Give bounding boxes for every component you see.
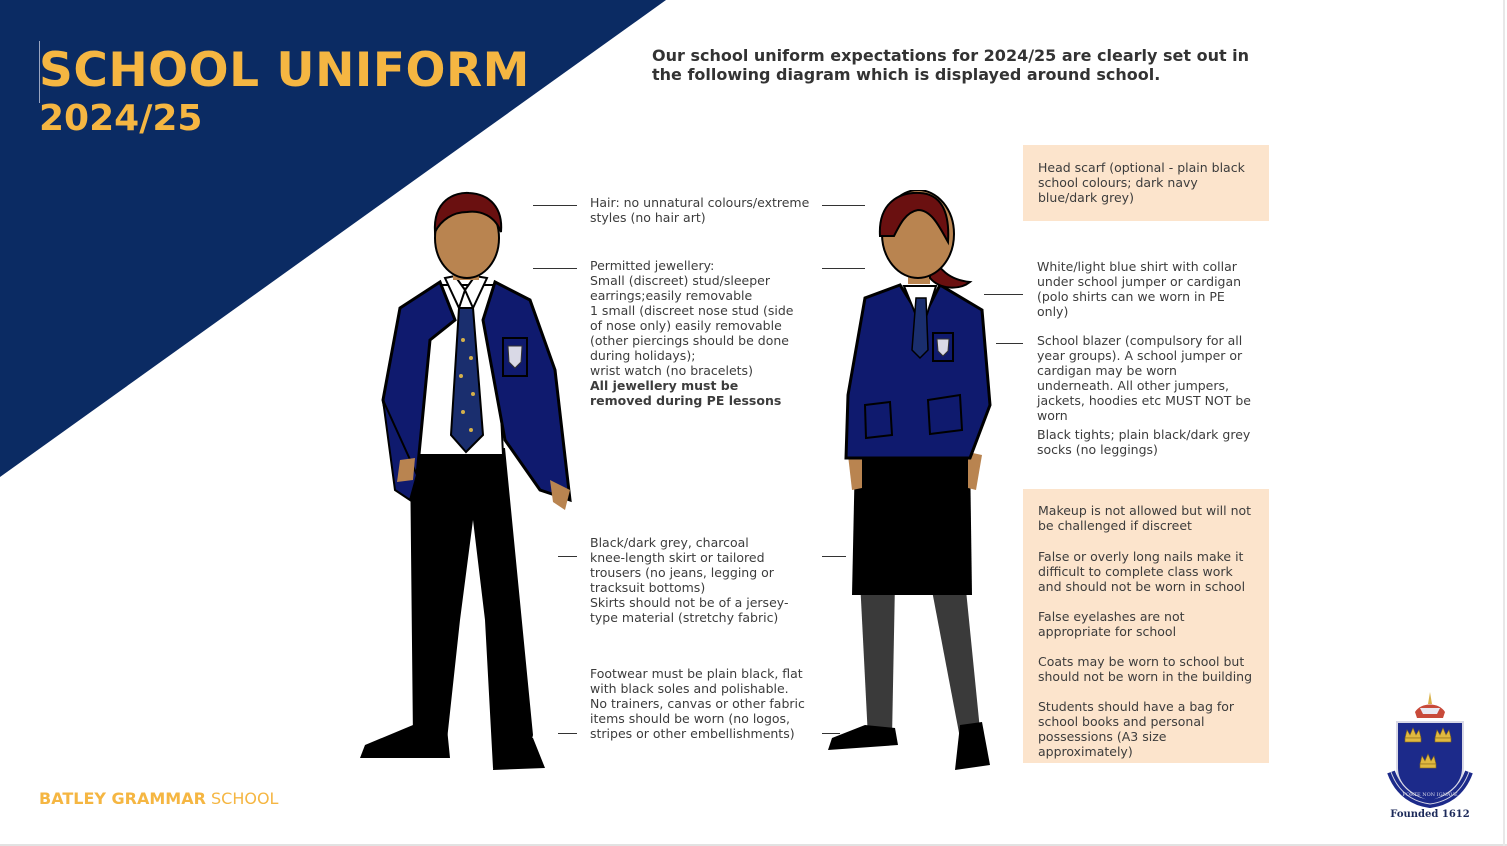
intro-text: Our school uniform expectations for 2024/25 are clearly set out in the following diagram which is displayed around school. [652,46,1250,84]
rule-makeup: Makeup is not allowed but will not be challenged if discreet [1038,503,1252,533]
tights-text: Black tights; plain black/dark grey socks (no leggings) [1037,427,1251,457]
footwear-text: Footwear must be plain black, flat with black soles and polishable. No trainers, canvas or other fabric items should be worn (no logos, stripes or other embellishments) [590,666,805,741]
founded-caption: Founded 1612 [1390,809,1470,820]
jewellery-pe-warning: All jewellery must be removed during PE lessons [590,378,782,408]
connector-blazer [996,343,1023,344]
label-tights [1037,427,1252,457]
jewellery-line-2: Small (discreet) stud/sleeper earrings;easily removable [590,273,770,303]
label-shirt [1037,259,1252,319]
svg-text:FORTE NON IGNAVE: FORTE NON IGNAVE [1402,792,1458,798]
page-title: SCHOOL UNIFORM [39,43,530,98]
connector-shirt [984,294,1023,295]
rule-bag: Students should have a bag for school books and personal possessions (A3 size approximately) [1038,699,1235,759]
rule-nails: False or overly long nails make it difficult to complete class work and should not be worn in school [1038,549,1246,594]
bottoms-line-2: knee-length skirt or tailored trousers (no jeans, legging or tracksuit bottoms) [590,550,774,595]
school-name-rest: SCHOOL [205,789,279,808]
hair-text: Hair: no unnatural colours/extreme styles (no hair art) [590,195,810,225]
bottoms-line-1: Black/dark grey, charcoal [590,535,749,550]
connector-bottoms-left [558,556,577,557]
connector-jewellery-right [822,268,865,269]
headscarf-text: Head scarf (optional - plain black school colours; dark navy blue/dark grey) [1038,160,1245,205]
connector-hair-left [533,205,577,206]
school-crest-logo [1385,690,1475,808]
connector-hair-right [822,205,865,206]
headscarf-box [1023,145,1269,221]
page-subtitle: 2024/25 [39,98,203,139]
school-name-bold: BATLEY GRAMMAR [39,789,206,808]
right-border [1503,0,1505,846]
rule-coats: Coats may be worn to school but should not be worn in the building [1038,654,1253,684]
blazer-text: School blazer (compulsory for all year groups). A school jumper or cardigan may be worn underneath. All other jumpers, jackets, hoodies etc MUST NOT be worn [1037,333,1251,423]
girl-uniform-figure [820,190,1020,772]
bottoms-line-3: Skirts should not be of a jersey-type material (stretchy fabric) [590,595,789,625]
connector-footwear-left [558,733,577,734]
shirt-text: White/light blue shirt with collar under school jumper or cardigan (polo shirts can we worn in PE only) [1037,259,1242,319]
jewellery-line-1: Permitted jewellery: [590,258,715,273]
label-bottoms [590,535,810,625]
rules-box [1023,489,1269,763]
jewellery-line-5: wrist watch (no bracelets) [590,363,753,378]
jewellery-line-4: (other piercings should be done during holidays); [590,333,789,363]
rule-eyelashes: False eyelashes are not appropriate for school [1038,609,1185,639]
label-blazer [1037,333,1252,423]
school-name [39,789,278,808]
label-hair [590,195,810,225]
connector-footwear-right [822,733,840,734]
jewellery-line-3: 1 small (discreet nose stud (side of nose only) easily removable [590,303,794,333]
label-footwear [590,666,808,741]
boy-uniform-figure [355,190,575,772]
connector-jewellery-left [533,268,577,269]
connector-bottoms-right [822,556,846,557]
label-jewellery [590,258,800,408]
